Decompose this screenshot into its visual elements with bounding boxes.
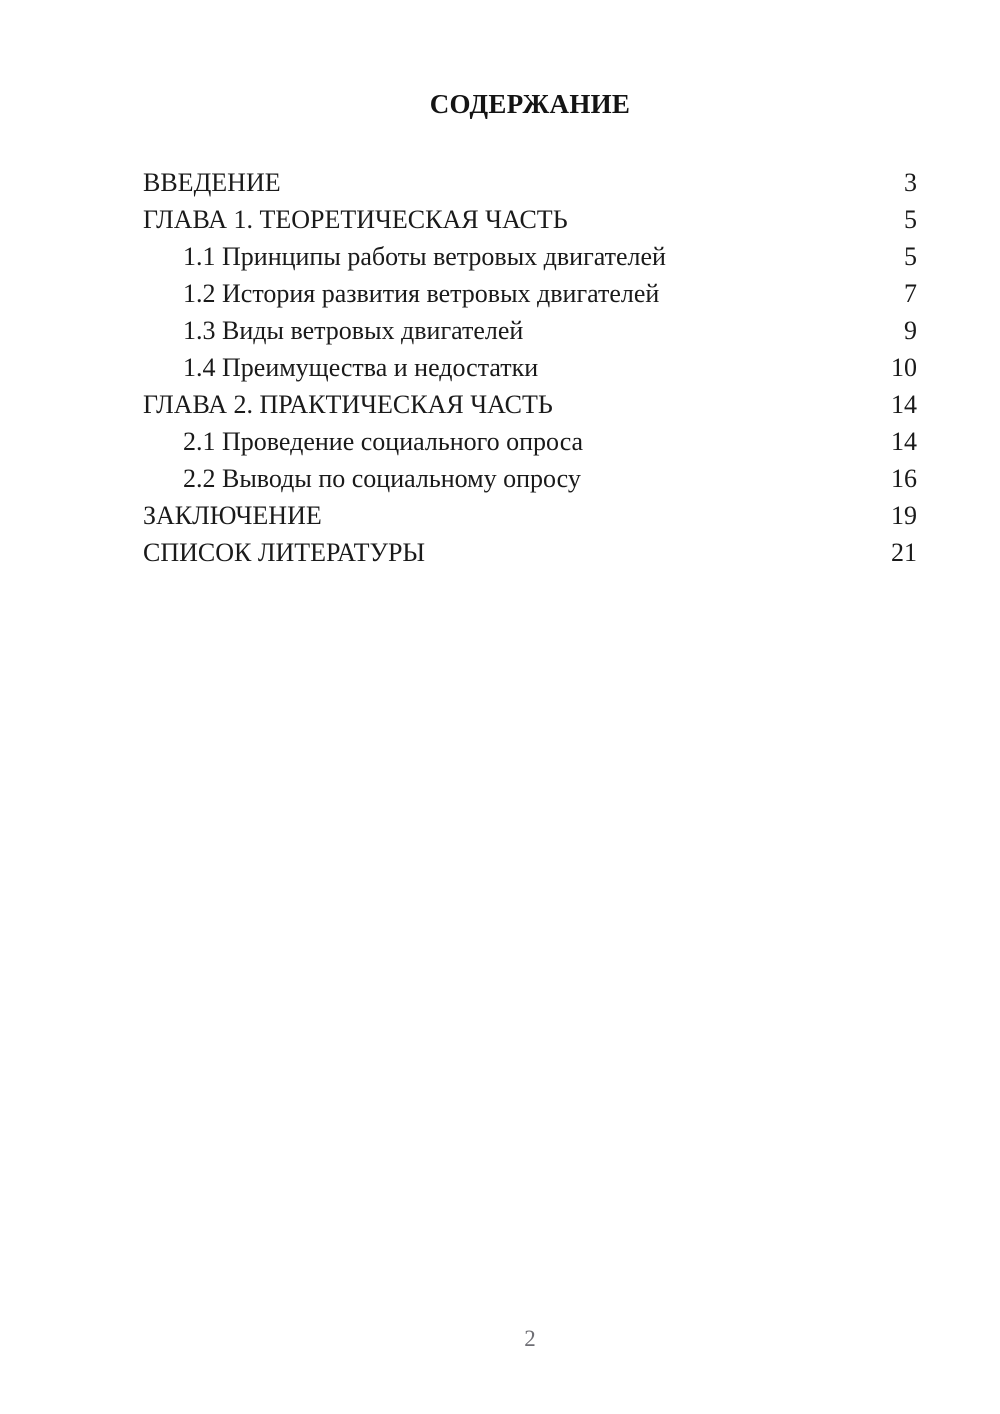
toc-entry-page: 19 bbox=[891, 501, 917, 530]
toc-list bbox=[143, 164, 917, 571]
toc-row bbox=[143, 238, 917, 275]
toc-entry-page: 14 bbox=[891, 427, 917, 456]
toc-entry-label: ГЛАВА 2. ПРАКТИЧЕСКАЯ ЧАСТЬ bbox=[143, 390, 553, 419]
toc-row bbox=[143, 164, 917, 201]
toc-entry-label: ВВЕДЕНИЕ bbox=[143, 168, 281, 197]
toc-entry-label: СПИСОК ЛИТЕРАТУРЫ bbox=[143, 538, 426, 567]
toc-entry-label: 1.2 История развития ветровых двигателей bbox=[183, 279, 660, 308]
toc-entry-page: 9 bbox=[904, 316, 917, 345]
toc-entry-label: ЗАКЛЮЧЕНИЕ bbox=[143, 501, 322, 530]
toc-entry-label: 1.1 Принципы работы ветровых двигателей bbox=[183, 242, 666, 271]
toc-entry-page: 7 bbox=[904, 279, 917, 308]
toc-row bbox=[143, 312, 917, 349]
toc-row bbox=[143, 349, 917, 386]
toc-entry-label: ГЛАВА 1. ТЕОРЕТИЧЕСКАЯ ЧАСТЬ bbox=[143, 205, 568, 234]
toc-row bbox=[143, 534, 917, 571]
toc-entry-page: 10 bbox=[891, 353, 917, 382]
toc-row bbox=[143, 386, 917, 423]
toc-entry-label: 1.4 Преимущества и недостатки bbox=[183, 353, 539, 382]
toc-row bbox=[143, 423, 917, 460]
toc-row bbox=[143, 201, 917, 238]
toc-entry-label: 1.3 Виды ветровых двигателей bbox=[183, 316, 524, 345]
toc-entry-page: 3 bbox=[904, 168, 917, 197]
toc-row bbox=[143, 497, 917, 534]
toc-entry-label: 2.1 Проведение социального опроса bbox=[183, 427, 584, 456]
toc-entry-page: 5 bbox=[904, 242, 917, 271]
toc-entry-label: 2.2 Выводы по социальному опросу bbox=[183, 464, 581, 493]
toc-title: СОДЕРЖАНИЕ bbox=[429, 89, 631, 119]
toc-entry-page: 16 bbox=[891, 464, 917, 493]
page-number: 2 bbox=[524, 1326, 536, 1351]
toc-entry-page: 21 bbox=[891, 538, 917, 567]
toc-row bbox=[143, 460, 917, 497]
toc-entry-page: 5 bbox=[904, 205, 917, 234]
toc-row bbox=[143, 275, 917, 312]
toc-entry-page: 14 bbox=[891, 390, 917, 419]
